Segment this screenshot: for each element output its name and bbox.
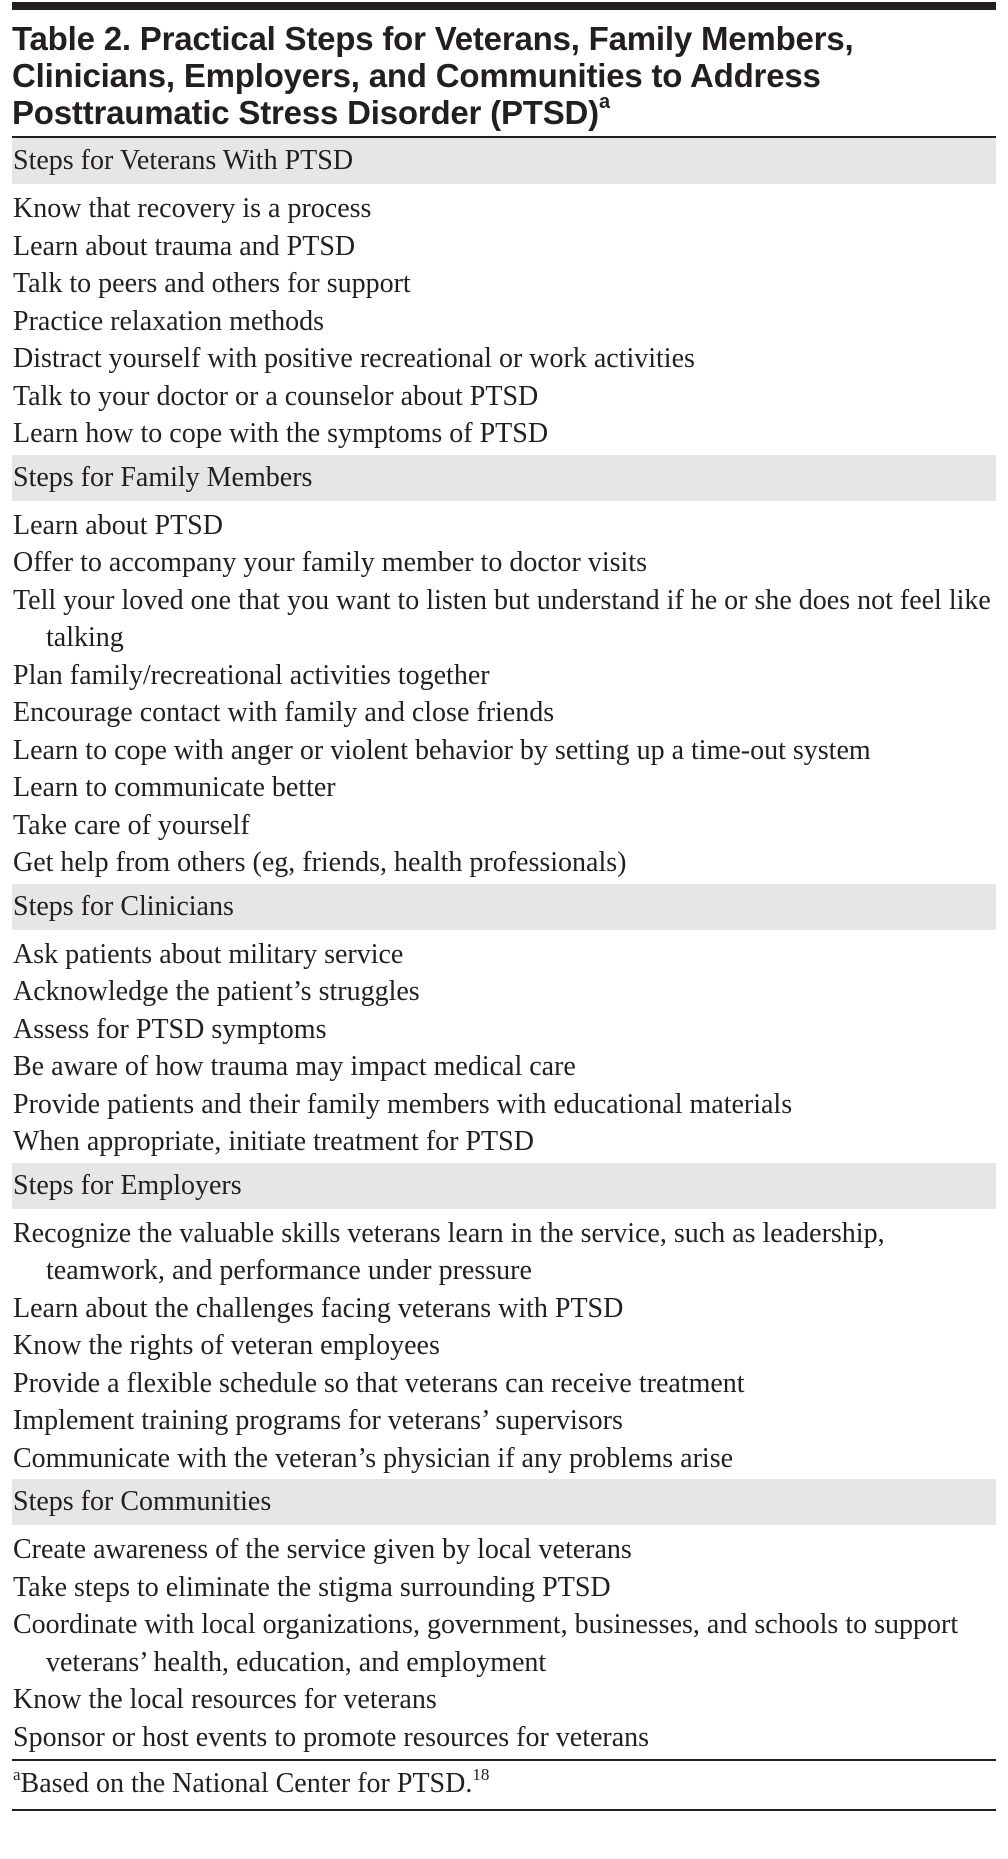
list-item: Coordinate with local organizations, government, businesses, and schools to support veterans’ health, education, and employment bbox=[13, 1609, 959, 1678]
list-item: Acknowledge the patient’s struggles bbox=[13, 976, 420, 1007]
ptsd-steps-table bbox=[12, 0, 996, 1811]
bottom-rule bbox=[12, 1809, 996, 1811]
list-item: Ask patients about military service bbox=[13, 938, 404, 970]
footnote-reference: 18 bbox=[472, 1764, 490, 1784]
list-item: Learn to communicate better bbox=[13, 772, 336, 803]
list-item: Distract yourself with positive recreational or work activities bbox=[13, 343, 695, 374]
list-item: Implement training programs for veterans’ supervisors bbox=[13, 1405, 623, 1436]
table-title-line-3: Posttraumatic Stress Disorder (PTSD) bbox=[12, 94, 599, 131]
list-item: Learn about the challenges facing veterans with PTSD bbox=[13, 1292, 624, 1324]
list-item: Practice relaxation methods bbox=[13, 305, 324, 337]
list-item: Learn about PTSD bbox=[13, 509, 223, 541]
footnote-text: Based on the National Center for PTSD. bbox=[20, 1768, 473, 1799]
top-rule bbox=[12, 2, 996, 10]
table-title-line-1: Table 2. Practical Steps for Veterans, Family Members, bbox=[12, 20, 854, 57]
list-item: Talk to peers and others for support bbox=[13, 268, 411, 299]
list-item: Learn to cope with anger or violent behavior by setting up a time-out system bbox=[13, 734, 871, 766]
list-item: Assess for PTSD symptoms bbox=[13, 1013, 327, 1045]
list-item: Tell your loved one that you want to listen but understand if he or she does not feel like talking bbox=[13, 584, 991, 653]
section-header-clinicians: Steps for Clinicians bbox=[12, 884, 996, 930]
list-item: Get help from others (eg, friends, health professionals) bbox=[13, 847, 627, 878]
list-item: Learn about trauma and PTSD bbox=[13, 230, 356, 262]
table-title bbox=[12, 20, 996, 131]
section-header-communities: Steps for Communities bbox=[12, 1479, 996, 1525]
list-item: Provide patients and their family members with educational materials bbox=[13, 1088, 793, 1120]
list-item: Encourage contact with family and close friends bbox=[13, 697, 555, 728]
list-item: Communicate with the veteran’s physician if any problems arise bbox=[13, 1442, 734, 1474]
list-item: Create awareness of the service given by local veterans bbox=[13, 1534, 632, 1565]
list-item: Talk to your doctor or a counselor about PTSD bbox=[13, 380, 539, 412]
table-title-line-2: Clinicians, Employers, and Communities to Address bbox=[12, 57, 821, 94]
list-item: Know the local resources for veterans bbox=[13, 1684, 437, 1715]
list-item: Take care of yourself bbox=[13, 809, 250, 841]
list-item: Offer to accompany your family member to doctor visits bbox=[13, 547, 647, 578]
list-item: Sponsor or host events to promote resources for veterans bbox=[13, 1721, 650, 1753]
list-item: Plan family/recreational activities together bbox=[13, 659, 490, 691]
title-footnote-marker: a bbox=[598, 91, 610, 113]
list-item: Provide a flexible schedule so that veterans can receive treatment bbox=[13, 1367, 745, 1399]
list-item: Be aware of how trauma may impact medical care bbox=[13, 1051, 576, 1082]
section-header-veterans: Steps for Veterans With PTSD bbox=[12, 138, 996, 184]
list-item: Know the rights of veteran employees bbox=[13, 1330, 440, 1361]
footnote bbox=[12, 1761, 996, 1807]
list-item: Know that recovery is a process bbox=[13, 193, 372, 224]
list-item: When appropriate, initiate treatment for PTSD bbox=[13, 1126, 534, 1157]
section-header-family-members: Steps for Family Members bbox=[12, 455, 996, 501]
list-item: Recognize the valuable skills veterans learn in the service, such as leadership, teamwork, and performance under pressure bbox=[13, 1217, 885, 1286]
footnote-marker: a bbox=[13, 1764, 21, 1784]
list-item: Take steps to eliminate the stigma surrounding PTSD bbox=[13, 1571, 611, 1603]
section-header-employers: Steps for Employers bbox=[12, 1163, 996, 1209]
list-item: Learn how to cope with the symptoms of PTSD bbox=[13, 418, 549, 449]
